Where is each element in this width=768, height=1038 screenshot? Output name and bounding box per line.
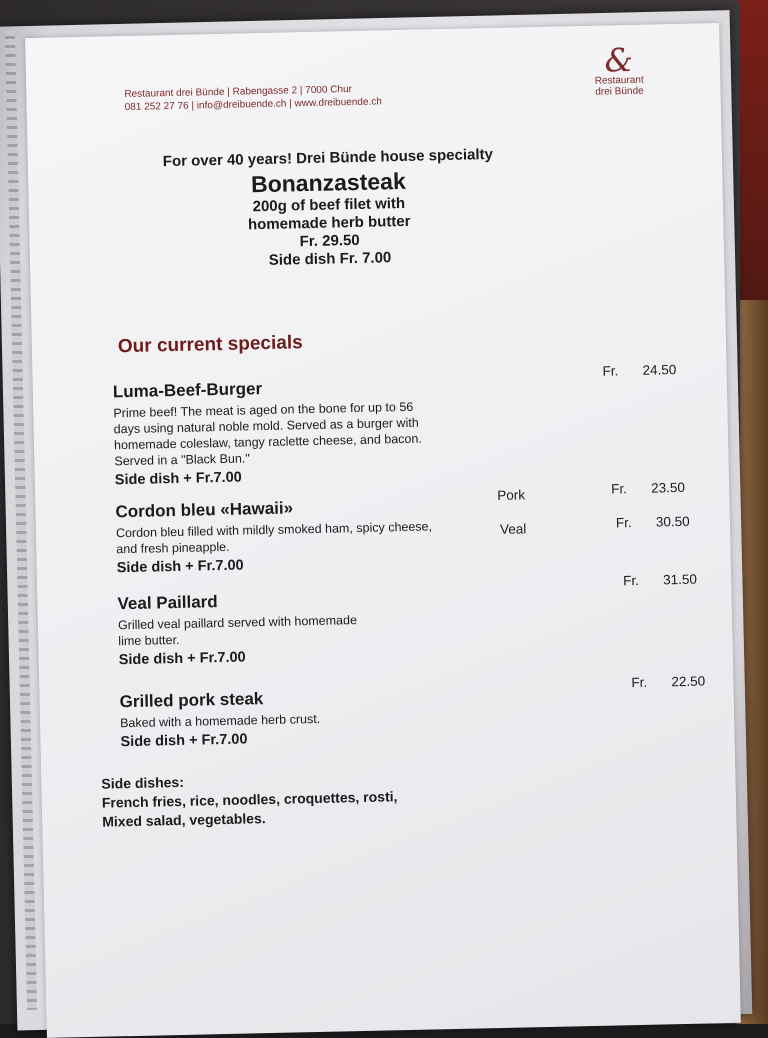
- specialty-intro: For over 40 years! Drei Bünde house specialty: [162, 146, 494, 171]
- dish-price: [602, 362, 676, 379]
- specialty-desc-2: homemade herb butter: [247, 212, 411, 234]
- dish-desc-line: lime butter.: [118, 632, 180, 649]
- house-specialty: [28, 143, 630, 275]
- price-value: 31.50: [662, 571, 698, 588]
- dish-desc-line: days using natural noble mold. Served as a burger with: [113, 415, 419, 437]
- dish-price: [623, 572, 697, 589]
- dish-desc-line: Prime beef! The meat is aged on the bone for up to 56: [113, 399, 414, 421]
- side-dishes-title: Side dishes:: [101, 773, 185, 792]
- dish-price-veal: [616, 514, 690, 531]
- price-value: 23.50: [650, 479, 686, 496]
- dish-side: Side dish + Fr.7.00: [116, 557, 244, 577]
- specialty-side: Side dish Fr. 7.00: [268, 249, 392, 269]
- restaurant-info: [124, 82, 382, 114]
- price-value: 22.50: [671, 673, 706, 690]
- dish-grilled-pork-steak: [119, 684, 520, 751]
- side-dishes-line-1: French fries, rice, noodles, croquettes, rosti,: [101, 788, 398, 811]
- dish-desc-line: Grilled veal paillard served with homemade: [117, 613, 358, 633]
- variant-veal: Veal: [499, 521, 527, 537]
- dish-desc-line: Cordon bleu filled with mildly smoked ham, spicy cheese,: [115, 519, 433, 541]
- dish-title: Grilled pork steak: [119, 689, 264, 712]
- address-line: Restaurant drei Bünde | Rabengasse 2 | 7000 Chur: [124, 84, 353, 101]
- logo-mark: &: [604, 40, 634, 80]
- dish-title: Veal Paillard: [117, 592, 218, 614]
- price-currency: Fr.: [631, 674, 648, 691]
- logo-line-1: Restaurant: [594, 74, 644, 87]
- price-currency: Fr.: [602, 363, 619, 379]
- dish-desc-line: and fresh pineapple.: [116, 539, 230, 557]
- specialty-price: Fr. 29.50: [299, 231, 360, 251]
- dish-side: Side dish + Fr.7.00: [114, 469, 242, 489]
- dish-desc-line: homemade coleslaw, tangy raclette cheese, and bacon.: [113, 431, 422, 453]
- dish-title: Luma-Beef-Burger: [112, 379, 263, 402]
- dish-cordon-bleu: [115, 494, 517, 577]
- price-currency: Fr.: [615, 515, 632, 531]
- dish-price: [631, 673, 705, 690]
- variant-pork: Pork: [497, 487, 526, 503]
- restaurant-logo: [573, 40, 664, 98]
- dish-side: Side dish + Fr.7.00: [120, 731, 248, 751]
- price-currency: Fr.: [622, 572, 640, 589]
- dish-desc-line: Served in a "Black Bun.": [114, 451, 250, 469]
- dish-title: Cordon bleu «Hawaii»: [115, 498, 294, 522]
- specials-heading: Our current specials: [117, 332, 303, 358]
- menu-content: [25, 23, 741, 1038]
- dish-veal-paillard: [117, 586, 519, 669]
- dish-price-pork: [611, 480, 685, 497]
- specialty-name: Bonanzasteak: [250, 167, 406, 198]
- logo-line-2: drei Bünde: [595, 85, 644, 98]
- dish-desc-line: Baked with a homemade herb crust.: [119, 711, 321, 731]
- side-dishes: [101, 768, 398, 831]
- specialty-desc-1: 200g of beef filet with: [252, 194, 406, 216]
- price-value: 30.50: [655, 513, 690, 530]
- contact-line: 081 252 27 76 | info@dreibuende.ch | www.dreibuende.ch: [124, 96, 382, 114]
- price-currency: Fr.: [610, 481, 628, 497]
- side-dishes-line-2: Mixed salad, vegetables.: [102, 810, 266, 830]
- dish-luma-beef-burger: [113, 374, 515, 489]
- dish-side: Side dish + Fr.7.00: [118, 649, 246, 669]
- price-value: 24.50: [642, 362, 677, 378]
- menu-page: [25, 23, 741, 1038]
